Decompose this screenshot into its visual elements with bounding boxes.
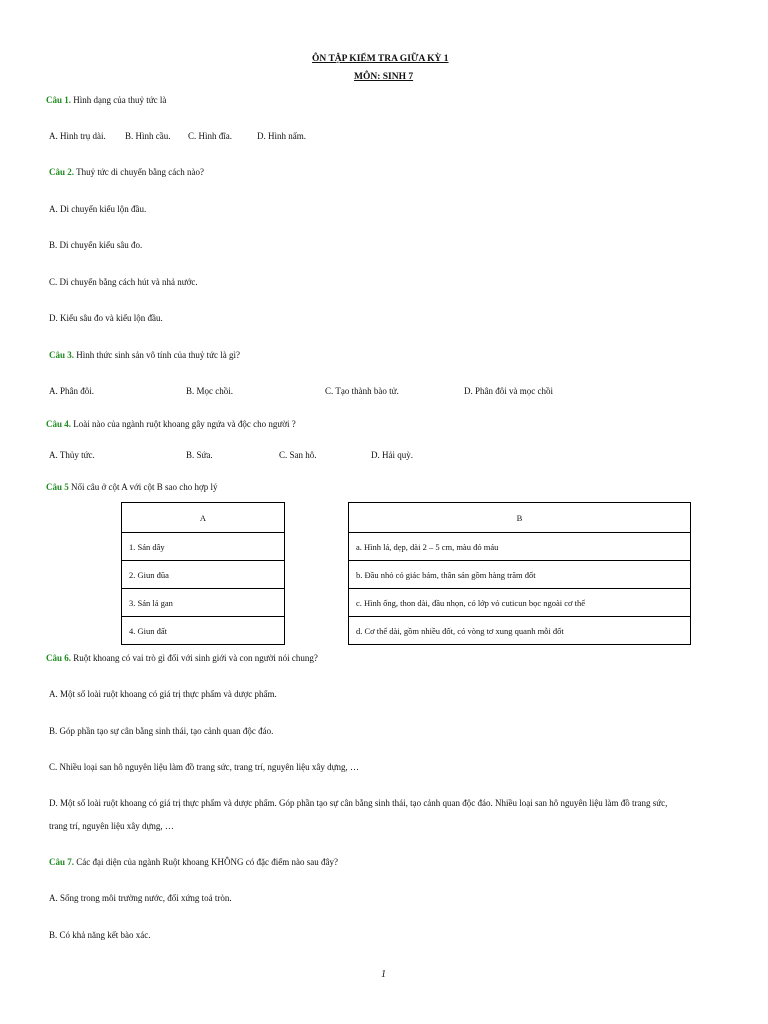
question-number: Câu 7. xyxy=(49,857,75,867)
option-continuation: trang trí, nguyên liệu xây dựng, … xyxy=(49,821,174,831)
column-a-cell: 4. Giun đất xyxy=(122,617,285,645)
option: A. Sống trong môi trường nước, đối xứng toả tròn. xyxy=(49,893,232,903)
option: A. Một số loài ruột khoang có giá trị thực phẩm và dược phẩm. xyxy=(49,689,277,699)
option: D. Phân đôi và mọc chồi xyxy=(464,386,553,396)
question-number: Câu 6. xyxy=(46,653,72,663)
option: C. Hình đĩa. xyxy=(188,131,232,141)
column-b-cell: b. Đầu nhỏ có giác bám, thân sán gồm hàng trăm đốt xyxy=(349,561,691,589)
option: B. Mọc chồi. xyxy=(186,386,233,396)
doc-title: ÔN TẬP KIỂM TRA GIỮA KỲ 1 xyxy=(312,54,449,64)
option: D. Một số loài ruột khoang có giá trị thực phẩm và dược phẩm. Góp phần tạo sự cân bằng sinh thái, tạo cảnh quan độc đáo. Nhiều loại san hô nguyên liệu làm đồ trang sức, xyxy=(49,798,668,808)
option: C. San hô. xyxy=(279,450,317,460)
question-5 xyxy=(46,482,218,492)
question-text: Nối câu ở cột A với cột B sao cho hợp lý xyxy=(71,482,218,492)
question-text: Hình thức sinh sản vô tính của thuỷ tức là gì? xyxy=(76,350,240,360)
question-3 xyxy=(49,350,240,360)
option: C. Nhiều loại san hô nguyên liệu làm đồ trang sức, trang trí, nguyên liệu xây dựng, … xyxy=(49,762,359,772)
question-2 xyxy=(49,167,204,177)
question-number: Câu 4. xyxy=(46,419,72,429)
question-6 xyxy=(46,653,318,663)
column-b-header: B xyxy=(349,503,691,533)
option: C. Tạo thành bào tử. xyxy=(325,386,399,396)
question-text: Loài nào của ngành ruột khoang gây ngứa và độc cho người ? xyxy=(73,419,296,429)
option: A. Thủy tức. xyxy=(49,450,95,460)
column-b-cell: d. Cơ thể dài, gồm nhiều đốt, có vòng tơ xung quanh mỗi đốt xyxy=(349,617,691,645)
column-a-cell: 2. Giun đũa xyxy=(122,561,285,589)
question-text: Ruột khoang có vai trò gì đối với sinh giới và con người nói chung? xyxy=(73,653,318,663)
option: A. Di chuyển kiểu lộn đầu. xyxy=(49,204,147,214)
option: A. Phân đôi. xyxy=(49,386,94,396)
option: B. Góp phần tạo sự cân bằng sinh thái, tạo cảnh quan độc đáo. xyxy=(49,726,274,736)
option: B. Sứa. xyxy=(186,450,213,460)
column-a-header: A xyxy=(122,503,285,533)
doc-subtitle: MÔN: SINH 7 xyxy=(354,72,414,82)
option: D. Hình nấm. xyxy=(257,131,306,141)
question-1 xyxy=(46,95,166,105)
question-text: Hình dạng của thuỷ tức là xyxy=(73,95,167,105)
question-number: Câu 3. xyxy=(49,350,75,360)
question-number: Câu 2. xyxy=(49,167,75,177)
column-a-table xyxy=(121,502,285,645)
column-b-cell: a. Hình lá, dẹp, dài 2 – 5 cm, màu đỏ máu xyxy=(349,533,691,561)
option: B. Hình cầu. xyxy=(125,131,171,141)
option: B. Di chuyển kiểu sâu đo. xyxy=(49,240,143,250)
question-4 xyxy=(46,419,296,429)
column-b-table xyxy=(348,502,691,645)
column-a-cell: 3. Sán lá gan xyxy=(122,589,285,617)
question-text: Thuỷ tức di chuyển bằng cách nào? xyxy=(76,167,204,177)
column-b-cell: c. Hình ống, thon dài, đầu nhọn, có lớp vỏ cuticun bọc ngoài cơ thể xyxy=(349,589,691,617)
option: B. Có khả năng kết bào xác. xyxy=(49,930,151,940)
option: C. Di chuyển bằng cách hút và nhả nước. xyxy=(49,277,198,287)
option: D. Hải quỳ. xyxy=(371,450,413,460)
question-number: Câu 5 xyxy=(46,482,69,492)
question-number: Câu 1. xyxy=(46,95,72,105)
question-7 xyxy=(49,857,338,867)
option: A. Hình trụ dài. xyxy=(49,131,106,141)
page-number: 1 xyxy=(381,969,386,980)
question-text: Các đại diện của ngành Ruột khoang KHÔNG có đặc điểm nào sau đây? xyxy=(76,857,338,867)
option: D. Kiểu sâu đo và kiểu lộn đầu. xyxy=(49,313,163,323)
column-a-cell: 1. Sán dây xyxy=(122,533,285,561)
